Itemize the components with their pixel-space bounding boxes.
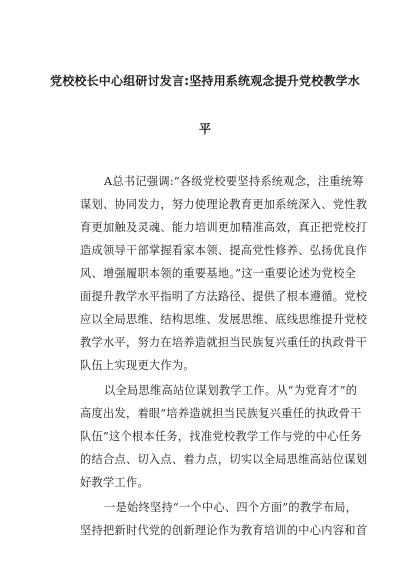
paragraph-1-line-8: 教学水平，努力在培养造就担当民族复兴重任的执政骨干 [80, 336, 368, 349]
paragraph-2-line-1: 以全局思维高站位谋划教学工作。从“为党育才”的 [104, 384, 358, 397]
paragraph-1-line-6: 面提升教学水平指明了方法路径、提供了根本遵循。党校 [80, 290, 368, 303]
paragraph-1-line-4: 造成领导干部掌握看家本领、提高党性修养、弘扬优良作 [80, 244, 368, 257]
paragraph-1-line-3: 育更加触及灵魂、能力培训更加精准高效，真正把党校打 [80, 221, 368, 234]
document-title-line-2: 平 [198, 122, 211, 136]
paragraph-2-line-5: 好教学工作。 [80, 476, 149, 489]
paragraph-2-line-3: 队伍”这个根本任务，找准党校教学工作与党的中心任务 [80, 430, 362, 443]
document-title-line-1: 党校校长中心组研讨发言:坚持用系统观念提升党校教学水 [50, 74, 361, 88]
paragraph-2-line-2: 高度出发，着眼“培养造就担当民族复兴重任的执政骨干 [80, 407, 362, 420]
paragraph-1-line-5: 风、增强履职本领的重要基地。”这一重要论述为党校全 [80, 267, 357, 280]
paragraph-1-line-9: 队伍上实现更大作为。 [80, 359, 195, 372]
paragraph-3-line-1: 一是始终坚持“一个中心、四个方面”的教学布局， [104, 501, 358, 514]
paragraph-1-line-2: 谋划、协同发力，努力使理论教育更加系统深入、党性教 [80, 198, 368, 211]
paragraph-2-line-4: 的结合点、切入点、着力点，切实以全局思维高站位谋划 [80, 453, 368, 466]
paragraph-1-line-1: A总书记强调:“各级党校要坚持系统观念，注重统筹 [104, 175, 364, 188]
paragraph-1-line-7: 应以全局思维、结构思维、发展思维、底线思维提升党校 [80, 313, 368, 326]
paragraph-3-line-2: 坚持把新时代党的创新理论作为教育培训的中心内容和首 [80, 524, 368, 537]
